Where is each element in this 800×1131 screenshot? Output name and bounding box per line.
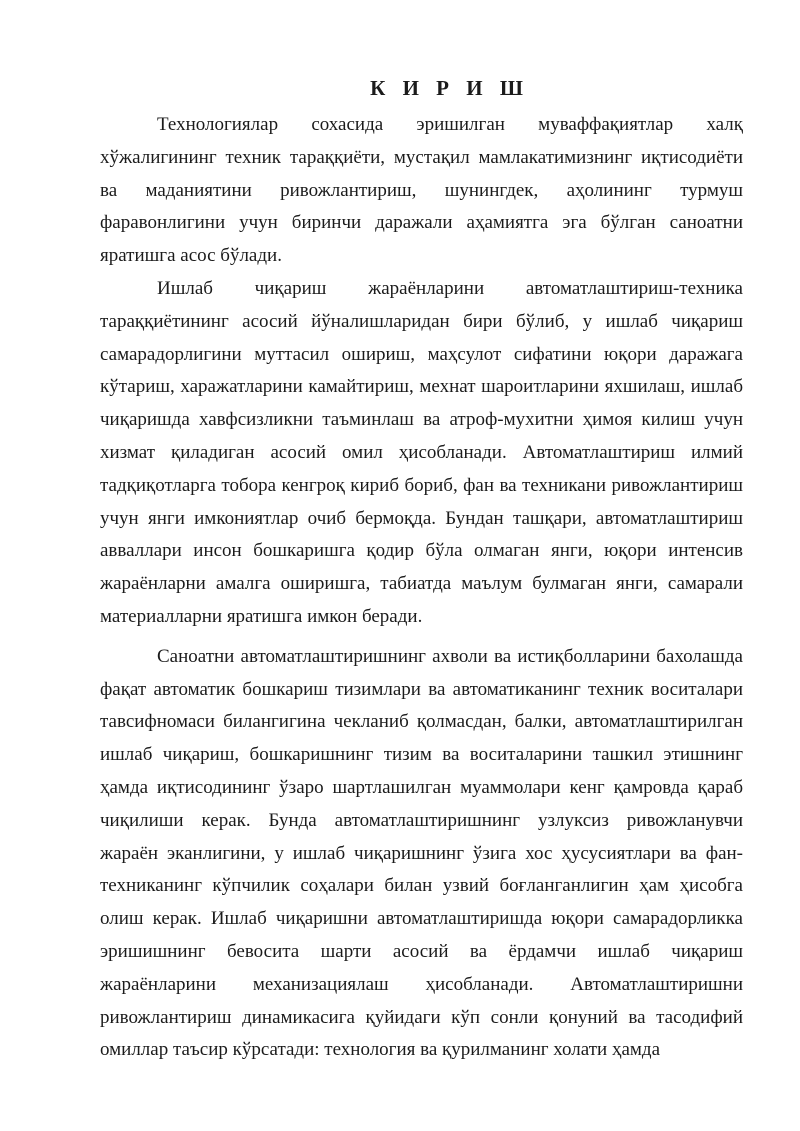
text-line: жараён эканлигини, у ишлаб чиқаришнинг ўзига хос ҳусусиятлари ва фан- [100, 842, 743, 864]
text-line: тавсифномаси билангигина чекланиб қолмасдан, балки, автоматлаштирилган [100, 711, 743, 733]
text-line: ривожлантириш динамикасига қуйидаги кўп сонли қонуний ва тасодифий [100, 1006, 743, 1028]
text-line: учун янги имкониятлар очиб бермоқда. Бундан ташқари, автоматлаштириш [100, 507, 743, 529]
text-line: омиллар таъсир кўрсатади: технология ва қурилманинг холати ҳамда [100, 1039, 661, 1061]
text-line: тадқиқотларга тобора кенгроқ кириб бориб, фан ва техникани ривожлантириш [100, 474, 743, 496]
text-line: чиқилиши керак. Бунда автоматлаштиришнинг узлуксиз ривожланувчи [100, 809, 743, 831]
text-line: материалларни яратишга имкон беради. [100, 605, 423, 627]
text-line: тараққиётининг асосий йўналишларидан бири бўлиб, у ишлаб чиқариш [100, 310, 743, 332]
text-line: Технологиялар сохасида эришилган муваффақиятлар халқ [157, 114, 743, 135]
text-line: Ишлаб чиқариш жараёнларини автоматлаштириш-техника [157, 277, 743, 299]
paragraph [100, 273, 743, 634]
text-line: самарадорлигини муттасил ошириш, маҳсулот сифатини юқори даражага [100, 343, 743, 365]
text-line: ва маданиятини ривожлантириш, шунингдек, аҳолининг турмуш [100, 179, 743, 201]
text-line: эришишнинг бевосита шарти асосий ва ёрдамчи ишлаб чиқариш [100, 940, 743, 962]
paragraph [100, 109, 743, 273]
text-line: фаравонлигини учун биринчи даражали аҳамиятга эга бўлган саноатни [100, 212, 743, 234]
text-line: хўжалигининг техник тараққиёти, мустақил мамлакатимизнинг иқтисодиёти [100, 146, 743, 168]
text-line: кўтариш, харажатларини камайтириш, мехнат шароитларини яхшилаш, ишлаб [100, 376, 743, 398]
text-line: Саноатни автоматлаштиришнинг ахволи ва истиқболларини бахолашда [157, 645, 743, 667]
text-line: фақат автоматик бошкариш тизимлари ва автоматиканинг техник воситалари [100, 678, 743, 700]
text-line: чиқаришда хавфсизликни таъминлаш ва атроф-мухитни ҳимоя килиш учун [100, 409, 743, 431]
paragraph [100, 641, 743, 1067]
document-body [100, 109, 743, 1067]
text-line: ҳамда иқтисодининг ўзаро шартлашилган муаммолари кенг қамровда қараб [100, 776, 743, 798]
text-line: ишлаб чиқариш, бошкаришнинг тизим ва воситаларини ташкил этишнинг [100, 744, 743, 766]
text-line: жараёнларни амалга оширишга, табиатда маълум булмаган янги, самарали [100, 573, 743, 595]
page-title: К И Р И Ш [370, 76, 529, 100]
text-line: яратишга асос бўлади. [100, 245, 282, 267]
text-line: хизмат қиладиган асосий омил ҳисобланади. Автоматлаштириш илмий [100, 441, 743, 463]
text-line: авваллари инсон бошкаришга қодир бўла олмаган янги, юқори интенсив [100, 540, 743, 562]
text-line: олиш керак. Ишлаб чиқаришни автоматлаштиришда юқори самарадорликка [100, 908, 743, 930]
text-line: техниканинг кўпчилик соҳалари билан узвий боғланганлигин ҳам ҳисобга [100, 875, 743, 897]
text-line: жараёнларини механизациялаш ҳисобланади. Автоматлаштиришни [100, 973, 743, 995]
document-content [100, 72, 743, 1067]
